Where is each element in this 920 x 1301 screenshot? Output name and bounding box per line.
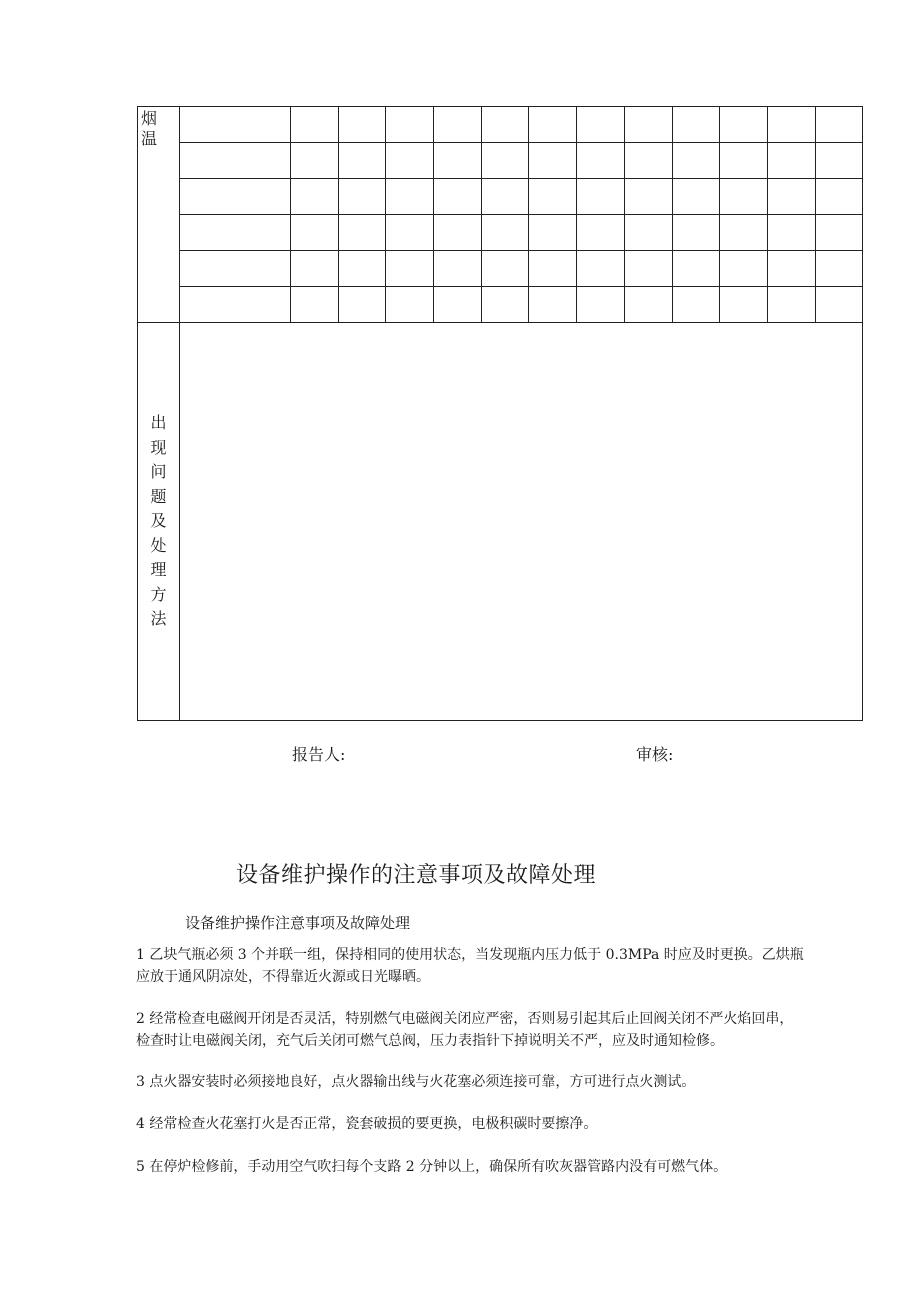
article-subtitle: 设备维护操作注意事项及故障处理 xyxy=(185,914,411,932)
table-cell[interactable] xyxy=(529,215,577,251)
table-cell[interactable] xyxy=(672,287,720,323)
table-cell[interactable] xyxy=(529,179,577,215)
table-cell[interactable] xyxy=(815,107,863,143)
table-cell[interactable] xyxy=(720,143,768,179)
table-cell[interactable] xyxy=(481,287,529,323)
table-cell[interactable] xyxy=(434,179,482,215)
table-cell[interactable] xyxy=(291,107,339,143)
issues-label: 出 现 问 题 及 处 理 方 法 xyxy=(138,323,180,721)
table-cell[interactable] xyxy=(577,215,625,251)
table-cell[interactable] xyxy=(529,287,577,323)
reviewer-label: 审核: xyxy=(636,745,674,764)
table-cell[interactable] xyxy=(577,251,625,287)
table-cell[interactable] xyxy=(434,251,482,287)
table-cell[interactable] xyxy=(529,143,577,179)
table-cell[interactable] xyxy=(338,143,386,179)
table-cell[interactable] xyxy=(338,287,386,323)
paragraph: 3 点火器安装时必须接地良好，点火器输出线与火花塞必须连接可靠，方可进行点火测试。 xyxy=(136,1074,696,1090)
table-cell[interactable] xyxy=(386,179,434,215)
table-cell[interactable] xyxy=(386,251,434,287)
table-cell[interactable] xyxy=(180,179,291,215)
table-cell[interactable] xyxy=(434,215,482,251)
table-cell[interactable] xyxy=(624,143,672,179)
table-cell[interactable] xyxy=(767,143,815,179)
table-cell[interactable] xyxy=(815,251,863,287)
table-cell[interactable] xyxy=(386,143,434,179)
table-cell[interactable] xyxy=(481,251,529,287)
table-cell[interactable] xyxy=(338,251,386,287)
table-cell[interactable] xyxy=(720,179,768,215)
table-cell[interactable] xyxy=(180,251,291,287)
table-cell[interactable] xyxy=(720,215,768,251)
table-cell[interactable] xyxy=(481,107,529,143)
table-cell[interactable] xyxy=(180,215,291,251)
table-cell[interactable] xyxy=(767,215,815,251)
table-cell[interactable] xyxy=(720,107,768,143)
paragraph: 5 在停炉检修前，手动用空气吹扫每个支路 2 分钟以上，确保所有吹灰器管路内没有可燃气体。 xyxy=(136,1159,728,1175)
reporter-label: 报告人: xyxy=(292,745,346,764)
paragraph: 2 经常检查电磁阀开闭是否灵活，特别燃气电磁阀关闭应严密，否则易引起其后止回阀关闭不严火焰回串， 检查时让电磁阀关闭，充气后关闭可燃气总阀，压力表指针下掉说明关不严，应及时通知检修。 xyxy=(136,1011,794,1049)
table-cell[interactable] xyxy=(767,287,815,323)
table-cell[interactable] xyxy=(529,251,577,287)
table-row xyxy=(138,143,863,179)
table-cell[interactable] xyxy=(577,287,625,323)
table-cell[interactable] xyxy=(624,215,672,251)
table-cell[interactable] xyxy=(180,287,291,323)
table-cell[interactable] xyxy=(577,107,625,143)
table-row xyxy=(138,323,863,721)
table-cell[interactable] xyxy=(180,143,291,179)
table-cell[interactable] xyxy=(434,107,482,143)
table-cell[interactable] xyxy=(672,143,720,179)
table-cell[interactable] xyxy=(720,287,768,323)
table-cell[interactable] xyxy=(767,251,815,287)
table-cell[interactable] xyxy=(577,143,625,179)
table-cell[interactable] xyxy=(481,215,529,251)
table-cell[interactable] xyxy=(624,179,672,215)
table-cell[interactable] xyxy=(815,215,863,251)
table-cell[interactable] xyxy=(434,143,482,179)
table-row xyxy=(138,287,863,323)
table-cell[interactable] xyxy=(672,215,720,251)
flue-temp-log-table xyxy=(137,106,863,721)
table-cell[interactable] xyxy=(815,179,863,215)
table-cell[interactable] xyxy=(481,143,529,179)
table-cell[interactable] xyxy=(624,107,672,143)
table-cell[interactable] xyxy=(720,251,768,287)
table-cell[interactable] xyxy=(291,143,339,179)
table-cell[interactable] xyxy=(386,107,434,143)
article-title: 设备维护操作的注意事项及故障处理 xyxy=(236,863,597,888)
paragraph: 4 经常检查火花塞打火是否正常，瓷套破损的要更换，电极积碳时要擦净。 xyxy=(136,1116,598,1132)
table-cell[interactable] xyxy=(338,179,386,215)
table-cell[interactable] xyxy=(767,179,815,215)
table-cell[interactable] xyxy=(291,215,339,251)
table-row xyxy=(138,215,863,251)
table-cell[interactable] xyxy=(386,215,434,251)
table-row xyxy=(138,251,863,287)
table-row xyxy=(138,179,863,215)
table-cell[interactable] xyxy=(338,107,386,143)
table-cell[interactable] xyxy=(672,107,720,143)
table-cell[interactable] xyxy=(291,287,339,323)
table-cell[interactable] xyxy=(672,251,720,287)
table-cell[interactable] xyxy=(672,179,720,215)
paragraph: 1 乙块气瓶必须 3 个并联一组，保持相同的使用状态，当发现瓶内压力低于 0.3MPa 时应及时更换。乙烘瓶 应放于通风阴凉处，不得靠近火源或日光曝晒。 xyxy=(136,947,804,985)
table-cell[interactable] xyxy=(434,287,482,323)
issues-field[interactable] xyxy=(180,323,863,721)
table-cell[interactable] xyxy=(291,179,339,215)
table-cell[interactable] xyxy=(291,251,339,287)
table-cell[interactable] xyxy=(767,107,815,143)
table-cell[interactable] xyxy=(624,287,672,323)
table-cell[interactable] xyxy=(577,179,625,215)
table-cell[interactable] xyxy=(815,287,863,323)
table-cell[interactable] xyxy=(481,179,529,215)
flue-temp-label: 烟 温 xyxy=(138,107,180,323)
table-cell[interactable] xyxy=(180,107,291,143)
table-cell[interactable] xyxy=(624,251,672,287)
table-cell[interactable] xyxy=(529,107,577,143)
table-cell[interactable] xyxy=(386,287,434,323)
table-cell[interactable] xyxy=(815,143,863,179)
table-cell[interactable] xyxy=(338,215,386,251)
table-row xyxy=(138,107,863,143)
